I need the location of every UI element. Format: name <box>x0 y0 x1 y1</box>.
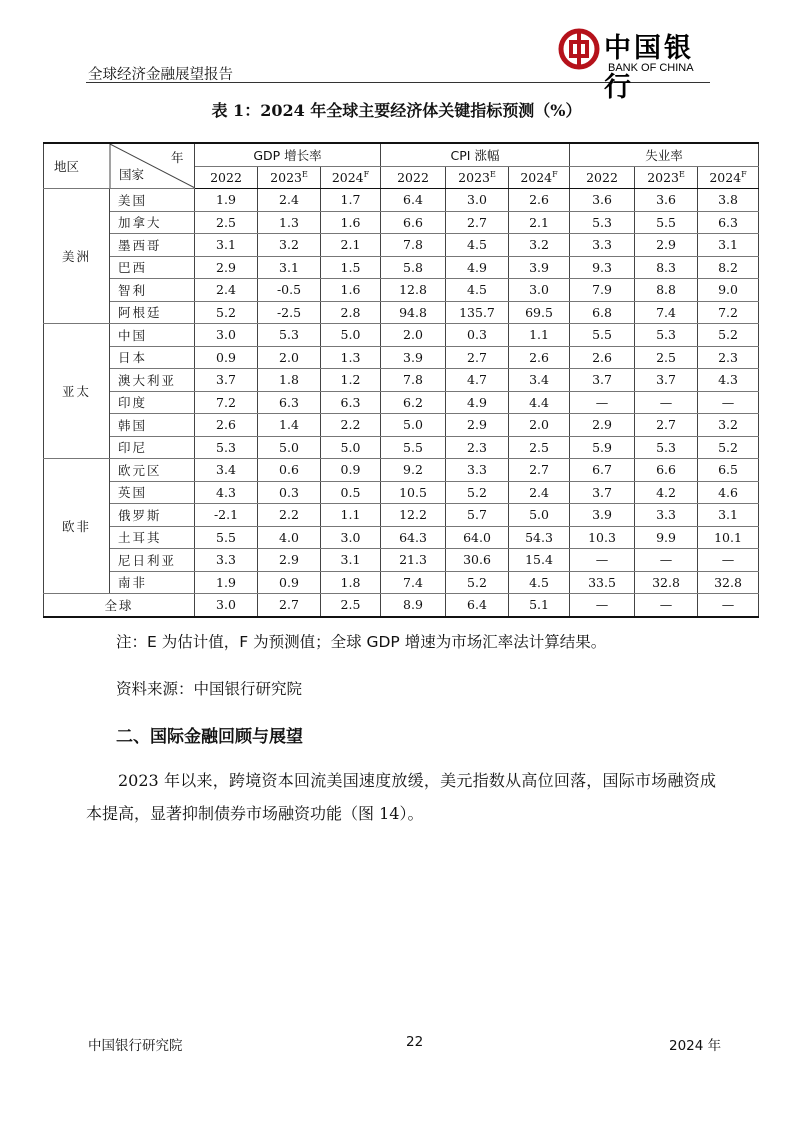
country-cell: 澳大利亚 <box>110 369 195 392</box>
value-cell: 64.0 <box>446 526 509 549</box>
country-cell: 尼日利亚 <box>110 549 195 572</box>
value-cell: 5.1 <box>509 594 570 617</box>
value-cell: — <box>635 594 698 617</box>
value-cell: — <box>698 549 759 572</box>
country-cell: 阿根廷 <box>110 301 195 324</box>
year-suffix: E <box>489 169 496 179</box>
value-cell: 4.5 <box>509 571 570 594</box>
value-cell: 5.5 <box>195 526 258 549</box>
table-source: 资料来源：中国银行研究院 <box>116 680 303 698</box>
value-cell: 2.2 <box>321 414 381 437</box>
value-cell: 3.1 <box>698 234 759 257</box>
body-paragraph: 2023 年以来，跨境资本回流美国速度放缓，美元指数从高位回落，国际市场融资成本提高，显著抑制债券市场融资功能（图 14）。 <box>86 771 716 823</box>
year-header <box>321 166 381 189</box>
country-cell: 巴西 <box>110 256 195 279</box>
value-cell: 1.1 <box>321 504 381 527</box>
value-cell: 0.6 <box>258 459 321 482</box>
value-cell: 3.0 <box>321 526 381 549</box>
value-cell: 6.7 <box>570 459 635 482</box>
value-cell: 2.0 <box>258 346 321 369</box>
value-cell: 69.5 <box>509 301 570 324</box>
value-cell: 4.4 <box>509 391 570 414</box>
value-cell: 3.2 <box>258 234 321 257</box>
value-cell: 3.3 <box>195 549 258 572</box>
table-row <box>44 234 759 257</box>
value-cell: 1.9 <box>195 189 258 212</box>
value-cell: 4.7 <box>446 369 509 392</box>
year-label: 2024 <box>520 169 553 185</box>
table-row <box>44 301 759 324</box>
value-cell: — <box>698 594 759 617</box>
value-cell: 2.4 <box>258 189 321 212</box>
value-cell: 21.3 <box>381 549 446 572</box>
country-cell: 南非 <box>110 571 195 594</box>
corner-country-label: 国家 <box>119 167 145 182</box>
value-cell: 6.3 <box>321 391 381 414</box>
year-suffix: F <box>552 169 558 179</box>
value-cell: 3.1 <box>258 256 321 279</box>
value-cell: 2.7 <box>446 211 509 234</box>
value-cell: 3.3 <box>635 504 698 527</box>
value-cell: 4.3 <box>195 481 258 504</box>
value-cell: 5.3 <box>635 324 698 347</box>
country-cell: 俄罗斯 <box>110 504 195 527</box>
value-cell: 3.8 <box>698 189 759 212</box>
value-cell: 3.7 <box>570 481 635 504</box>
value-cell: 3.0 <box>195 324 258 347</box>
value-cell: 9.3 <box>570 256 635 279</box>
value-cell: 3.6 <box>635 189 698 212</box>
table-row <box>44 369 759 392</box>
value-cell: 8.9 <box>381 594 446 617</box>
value-cell: 3.4 <box>195 459 258 482</box>
value-cell: 0.9 <box>258 571 321 594</box>
value-cell: 2.7 <box>509 459 570 482</box>
corner-cell <box>44 143 195 189</box>
value-cell: 7.8 <box>381 369 446 392</box>
value-cell: 4.0 <box>258 526 321 549</box>
value-cell: 8.8 <box>635 279 698 302</box>
value-cell: 0.9 <box>195 346 258 369</box>
value-cell: 0.5 <box>321 481 381 504</box>
table-row <box>44 504 759 527</box>
value-cell: 2.4 <box>509 481 570 504</box>
value-cell: 12.2 <box>381 504 446 527</box>
value-cell: 2.6 <box>509 346 570 369</box>
value-cell: 8.2 <box>698 256 759 279</box>
value-cell: 4.6 <box>698 481 759 504</box>
value-cell: 4.3 <box>698 369 759 392</box>
value-cell: — <box>635 549 698 572</box>
value-cell: 3.9 <box>381 346 446 369</box>
value-cell: 2.0 <box>381 324 446 347</box>
value-cell: 5.0 <box>258 436 321 459</box>
value-cell: 5.3 <box>258 324 321 347</box>
value-cell: 3.1 <box>698 504 759 527</box>
value-cell: 2.0 <box>509 414 570 437</box>
value-cell: 1.3 <box>321 346 381 369</box>
value-cell: 1.3 <box>258 211 321 234</box>
group-header: CPI 涨幅 <box>381 143 570 166</box>
value-cell: 1.4 <box>258 414 321 437</box>
value-cell: 6.4 <box>381 189 446 212</box>
footer-year: 2024 年 <box>669 1038 722 1054</box>
value-cell: 1.6 <box>321 279 381 302</box>
value-cell: 3.9 <box>570 504 635 527</box>
value-cell: -2.5 <box>258 301 321 324</box>
country-cell: 印尼 <box>110 436 195 459</box>
value-cell: 15.4 <box>509 549 570 572</box>
value-cell: 1.9 <box>195 571 258 594</box>
footer-org: 中国银行研究院 <box>88 1038 183 1054</box>
value-cell: 1.8 <box>321 571 381 594</box>
value-cell: 3.7 <box>570 369 635 392</box>
value-cell: 7.4 <box>635 301 698 324</box>
value-cell: 2.6 <box>195 414 258 437</box>
value-cell: 2.7 <box>258 594 321 617</box>
value-cell: 8.3 <box>635 256 698 279</box>
value-cell: 10.1 <box>698 526 759 549</box>
value-cell: 32.8 <box>698 571 759 594</box>
value-cell: 4.2 <box>635 481 698 504</box>
value-cell: 1.1 <box>509 324 570 347</box>
value-cell: 7.9 <box>570 279 635 302</box>
country-cell: 日本 <box>110 346 195 369</box>
value-cell: 0.9 <box>321 459 381 482</box>
value-cell: 0.3 <box>258 481 321 504</box>
value-cell: 4.9 <box>446 256 509 279</box>
year-header <box>258 166 321 189</box>
value-cell: 3.0 <box>446 189 509 212</box>
value-cell: 0.3 <box>446 324 509 347</box>
country-cell: 美国 <box>110 189 195 212</box>
corner-region-label: 地区 <box>54 159 80 174</box>
year-header <box>698 166 759 189</box>
value-cell: 5.8 <box>381 256 446 279</box>
value-cell: 3.2 <box>698 414 759 437</box>
year-suffix: E <box>679 169 685 179</box>
year-label: 2024 <box>331 169 364 185</box>
value-cell: 5.2 <box>698 436 759 459</box>
corner-year-label: 年 <box>171 150 184 165</box>
value-cell: 9.2 <box>381 459 446 482</box>
value-cell: — <box>635 391 698 414</box>
table-row <box>44 189 759 212</box>
value-cell: 135.7 <box>446 301 509 324</box>
year-suffix: E <box>301 169 308 179</box>
value-cell: -2.1 <box>195 504 258 527</box>
value-cell: — <box>698 391 759 414</box>
country-cell: 欧元区 <box>110 459 195 482</box>
value-cell: 7.2 <box>698 301 759 324</box>
value-cell: 5.3 <box>195 436 258 459</box>
value-cell: 2.4 <box>195 279 258 302</box>
year-suffix: F <box>741 169 747 179</box>
year-label: 2022 <box>586 169 618 185</box>
value-cell: 5.0 <box>381 414 446 437</box>
table-row <box>44 324 759 347</box>
country-cell: 智利 <box>110 279 195 302</box>
value-cell: 5.0 <box>321 324 381 347</box>
value-cell: 9.0 <box>698 279 759 302</box>
value-cell: 4.5 <box>446 234 509 257</box>
table-note: 注：E 为估计值，F 为预测值；全球 GDP 增速为市场汇率法计算结果。 <box>116 633 607 651</box>
value-cell: 7.2 <box>195 391 258 414</box>
value-cell: 6.6 <box>381 211 446 234</box>
value-cell: 5.0 <box>321 436 381 459</box>
value-cell: 4.9 <box>446 391 509 414</box>
value-cell: 6.3 <box>258 391 321 414</box>
page-number: 22 <box>406 1034 424 1050</box>
logo-text-en: BANK OF CHINA <box>608 62 694 74</box>
value-cell: 5.9 <box>570 436 635 459</box>
value-cell: 3.0 <box>195 594 258 617</box>
value-cell: 2.3 <box>446 436 509 459</box>
value-cell: — <box>570 549 635 572</box>
year-label: 2022 <box>210 169 242 185</box>
country-cell: 加拿大 <box>110 211 195 234</box>
value-cell: 10.5 <box>381 481 446 504</box>
value-cell: 3.0 <box>509 279 570 302</box>
table-row <box>44 436 759 459</box>
value-cell: 4.5 <box>446 279 509 302</box>
year-header <box>635 166 698 189</box>
year-header <box>509 166 570 189</box>
value-cell: 2.6 <box>509 189 570 212</box>
value-cell: 3.1 <box>321 549 381 572</box>
value-cell: 5.5 <box>381 436 446 459</box>
value-cell: 2.9 <box>635 234 698 257</box>
country-cell: 墨西哥 <box>110 234 195 257</box>
table-row <box>44 391 759 414</box>
value-cell: 10.3 <box>570 526 635 549</box>
value-cell: 3.7 <box>195 369 258 392</box>
value-cell: 1.7 <box>321 189 381 212</box>
value-cell: 1.6 <box>321 211 381 234</box>
group-header: 失业率 <box>570 143 759 166</box>
value-cell: 2.7 <box>635 414 698 437</box>
value-cell: 2.5 <box>195 211 258 234</box>
value-cell: 64.3 <box>381 526 446 549</box>
table-row <box>44 549 759 572</box>
year-label: 2022 <box>397 169 429 185</box>
value-cell: 3.1 <box>195 234 258 257</box>
logo-text-cn: 中国银行 <box>604 33 694 103</box>
value-cell: 6.4 <box>446 594 509 617</box>
region-cell: 亚太 <box>44 324 110 459</box>
value-cell: 32.8 <box>635 571 698 594</box>
value-cell: 5.2 <box>446 481 509 504</box>
value-cell: 9.9 <box>635 526 698 549</box>
value-cell: 2.9 <box>570 414 635 437</box>
value-cell: 7.4 <box>381 571 446 594</box>
year-label: 2024 <box>709 169 742 185</box>
table-row <box>44 459 759 482</box>
table-row <box>44 256 759 279</box>
value-cell: 2.7 <box>446 346 509 369</box>
report-title: 全球经济金融展望报告 <box>88 67 233 83</box>
value-cell: 2.9 <box>446 414 509 437</box>
value-cell: 12.8 <box>381 279 446 302</box>
forecast-table <box>43 142 759 618</box>
value-cell: 5.5 <box>635 211 698 234</box>
value-cell: 3.4 <box>509 369 570 392</box>
value-cell: 7.8 <box>381 234 446 257</box>
value-cell: 6.5 <box>698 459 759 482</box>
value-cell: 2.9 <box>258 549 321 572</box>
value-cell: 2.2 <box>258 504 321 527</box>
value-cell: 1.8 <box>258 369 321 392</box>
country-cell: 印度 <box>110 391 195 414</box>
value-cell: 3.2 <box>509 234 570 257</box>
table-row <box>44 211 759 234</box>
value-cell: 94.8 <box>381 301 446 324</box>
global-row <box>44 594 759 617</box>
year-suffix: F <box>363 169 370 179</box>
value-cell: 2.1 <box>509 211 570 234</box>
value-cell: 2.9 <box>195 256 258 279</box>
value-cell: 2.6 <box>570 346 635 369</box>
value-cell: 6.3 <box>698 211 759 234</box>
value-cell: 2.5 <box>509 436 570 459</box>
year-header <box>570 166 635 189</box>
value-cell: 3.3 <box>570 234 635 257</box>
boc-emblem-icon <box>558 28 600 70</box>
year-label: 2023 <box>647 169 679 185</box>
region-cell: 欧非 <box>44 459 110 594</box>
value-cell: 2.8 <box>321 301 381 324</box>
global-label: 全球 <box>44 594 195 617</box>
value-cell: 3.6 <box>570 189 635 212</box>
value-cell: 2.3 <box>698 346 759 369</box>
year-label: 2023 <box>458 169 490 185</box>
value-cell: 2.5 <box>635 346 698 369</box>
value-cell: 3.9 <box>509 256 570 279</box>
group-header: GDP 增长率 <box>195 143 381 166</box>
table-title: 表 1：2024 年全球主要经济体关键指标预测（%） <box>211 101 582 120</box>
value-cell: — <box>570 391 635 414</box>
table-row <box>44 571 759 594</box>
table-row <box>44 526 759 549</box>
value-cell: 5.0 <box>509 504 570 527</box>
value-cell: -0.5 <box>258 279 321 302</box>
table-row <box>44 346 759 369</box>
value-cell: 1.5 <box>321 256 381 279</box>
region-cell: 美洲 <box>44 189 110 324</box>
country-cell: 中国 <box>110 324 195 347</box>
value-cell: 2.5 <box>321 594 381 617</box>
value-cell: 6.6 <box>635 459 698 482</box>
value-cell: — <box>570 594 635 617</box>
value-cell: 5.3 <box>635 436 698 459</box>
value-cell: 5.2 <box>446 571 509 594</box>
value-cell: 6.8 <box>570 301 635 324</box>
value-cell: 33.5 <box>570 571 635 594</box>
year-header <box>446 166 509 189</box>
value-cell: 5.3 <box>570 211 635 234</box>
country-cell: 英国 <box>110 481 195 504</box>
year-label: 2023 <box>270 169 302 185</box>
value-cell: 5.2 <box>698 324 759 347</box>
value-cell: 1.2 <box>321 369 381 392</box>
value-cell: 5.7 <box>446 504 509 527</box>
table-header-row-groups <box>44 143 759 166</box>
value-cell: 30.6 <box>446 549 509 572</box>
value-cell: 6.2 <box>381 391 446 414</box>
table-row <box>44 481 759 504</box>
value-cell: 54.3 <box>509 526 570 549</box>
section-heading: 二、国际金融回顾与展望 <box>116 727 303 747</box>
table-row <box>44 279 759 302</box>
table-body <box>44 189 759 617</box>
value-cell: 5.2 <box>195 301 258 324</box>
country-cell: 韩国 <box>110 414 195 437</box>
table-row <box>44 414 759 437</box>
value-cell: 3.3 <box>446 459 509 482</box>
value-cell: 2.1 <box>321 234 381 257</box>
country-cell: 土耳其 <box>110 526 195 549</box>
bank-logo <box>558 26 718 103</box>
year-header <box>195 166 258 189</box>
year-header <box>381 166 446 189</box>
value-cell: 5.5 <box>570 324 635 347</box>
value-cell: 3.7 <box>635 369 698 392</box>
